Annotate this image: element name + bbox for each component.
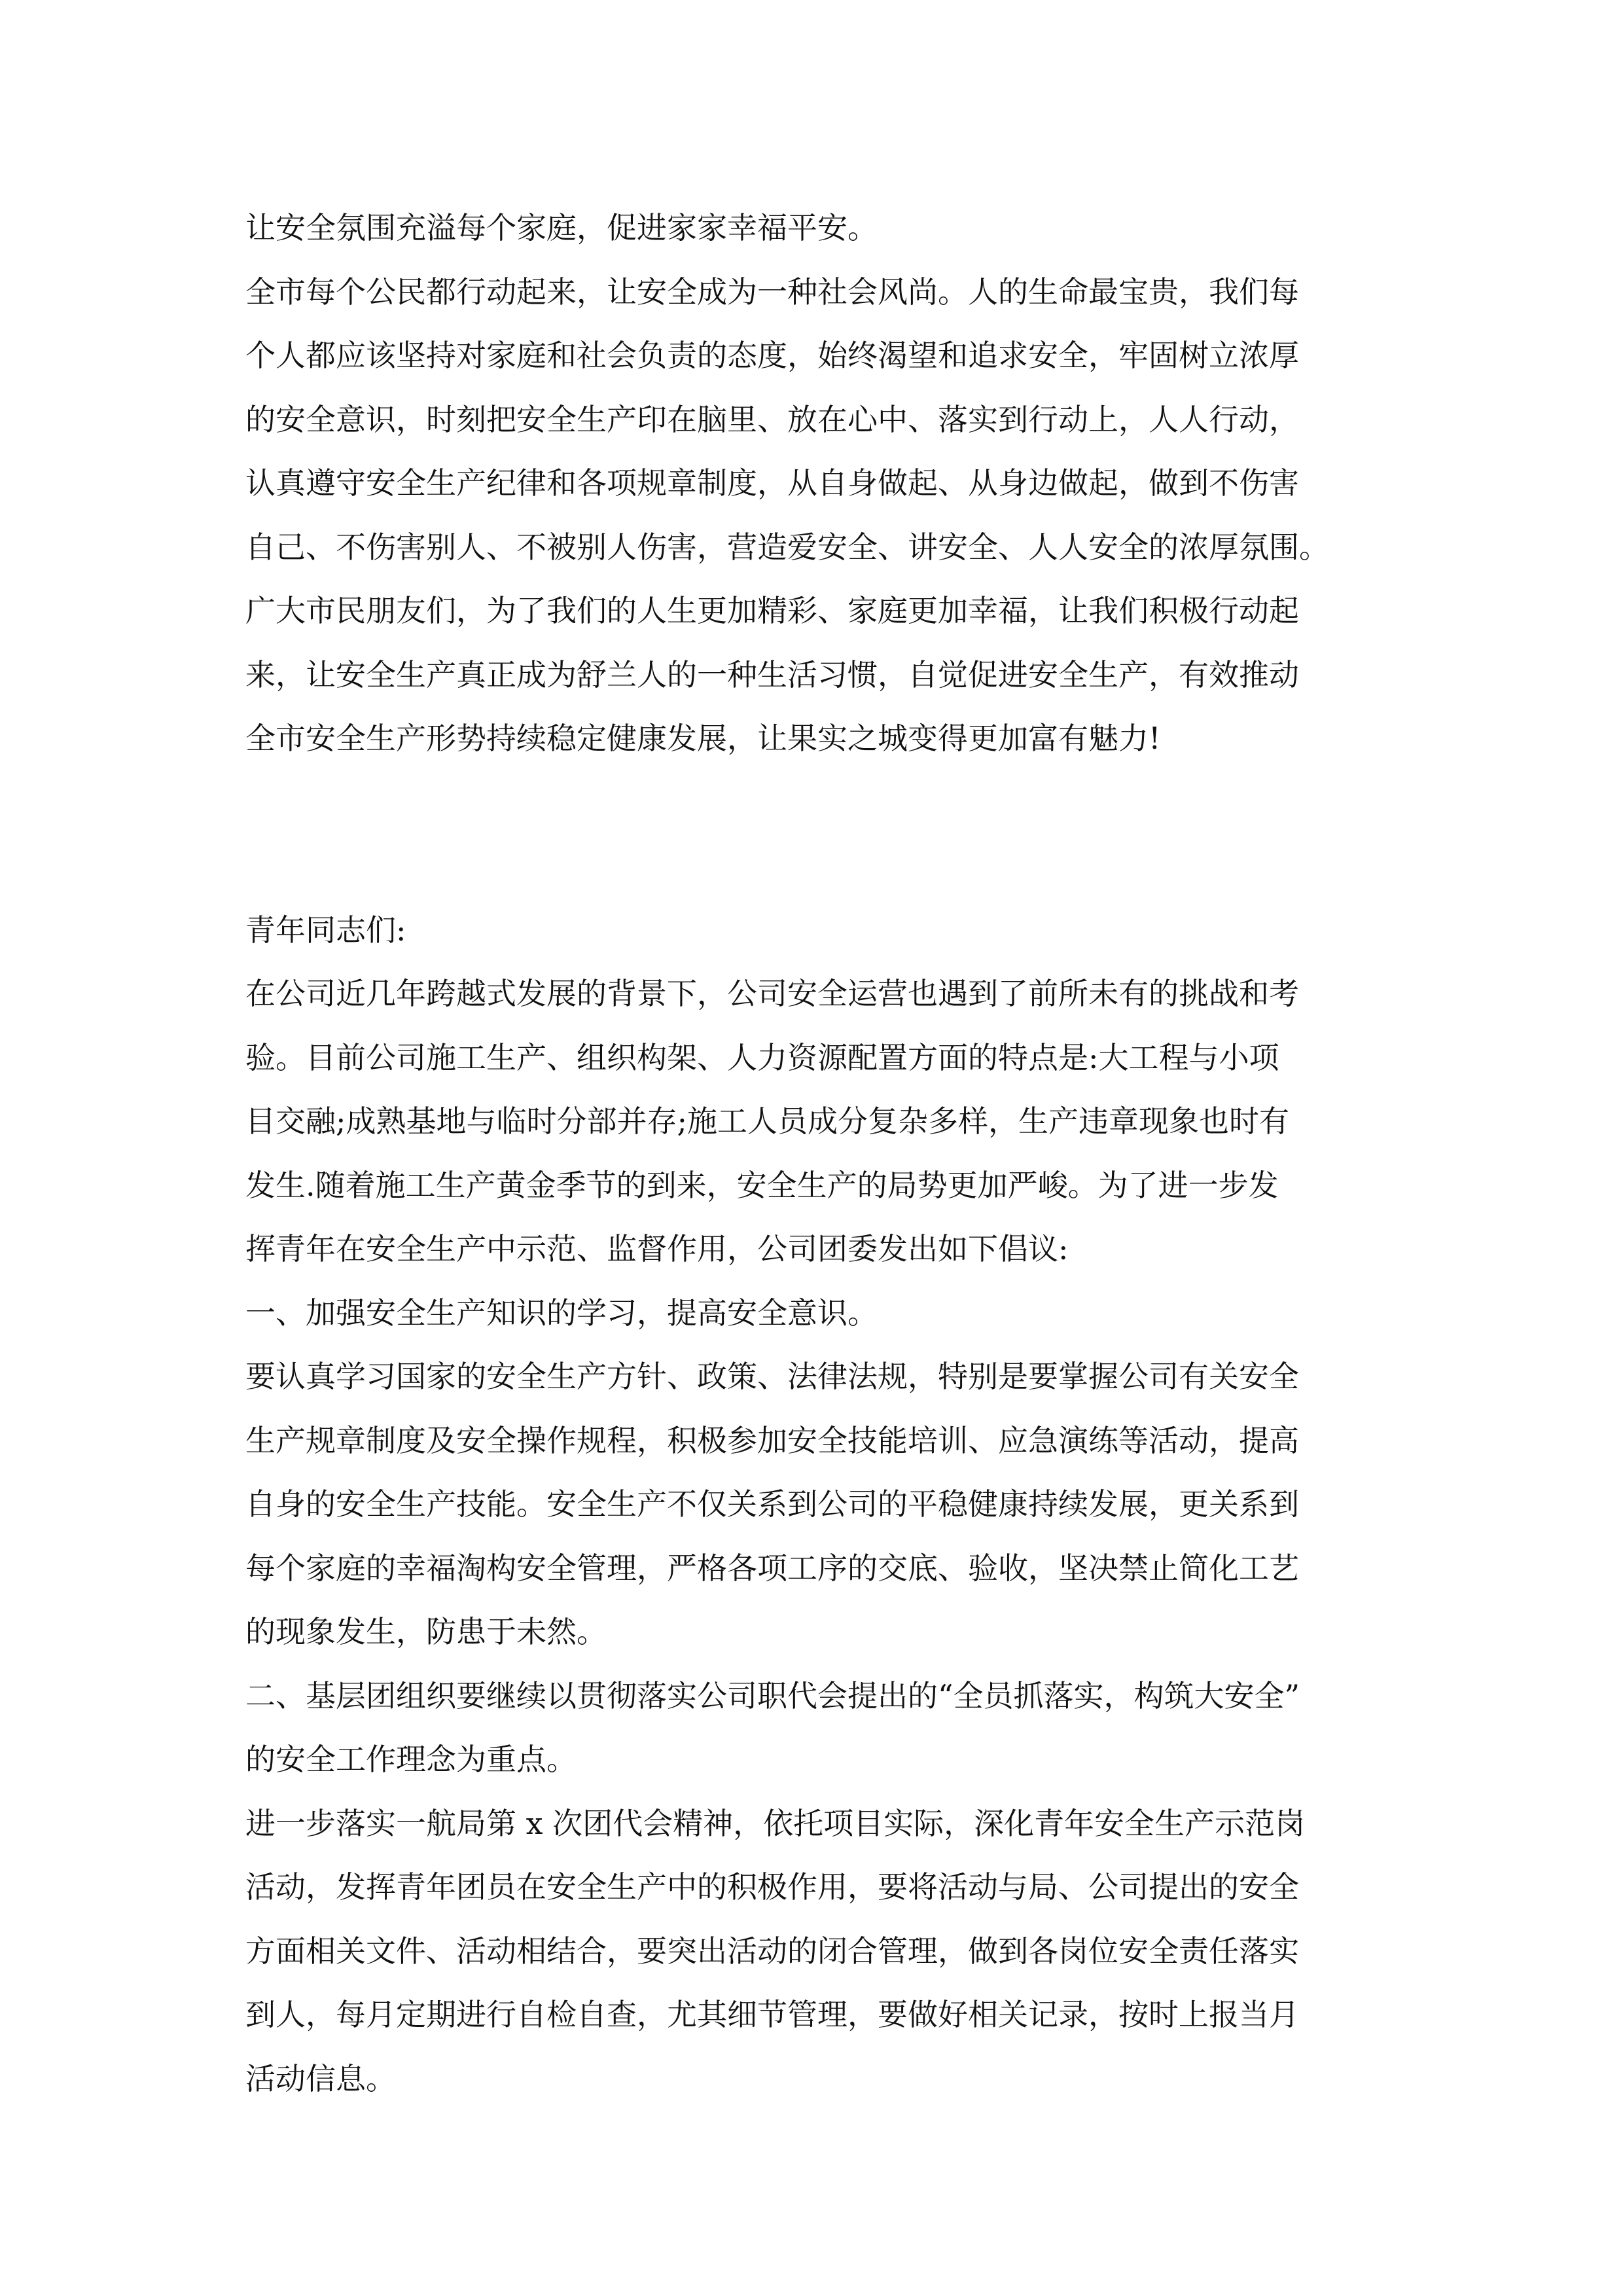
section-youth-initiative	[245, 899, 1397, 2111]
paragraph-line: 到人，每月定期进行自检自查，尤其细节管理，要做好相关记录，按时上报当月	[245, 1997, 1299, 2032]
point-heading: 一、加强安全生产知识的学习，提高安全意识。	[245, 1295, 878, 1331]
paragraph-line: 全市每个公民都行动起来，让安全成为一种社会风尚。人的生命最宝贵，我们每	[245, 274, 1299, 310]
section-spacer	[245, 771, 1397, 899]
document-page	[245, 196, 1397, 2111]
paragraph-line: 个人都应该坚持对家庭和社会负责的态度，始终渴望和追求安全，牢固树立浓厚	[245, 338, 1299, 373]
paragraph-line: 自己、不伤害别人、不被别人伤害，营造爱安全、讲安全、人人安全的浓厚氛围。	[245, 529, 1329, 565]
paragraph-line: 活动，发挥青年团员在安全生产中的积极作用，要将活动与局、公司提出的安全	[245, 1869, 1299, 1905]
paragraph-line: 在公司近几年跨越式发展的背景下，公司安全运营也遇到了前所未有的挑战和考	[245, 976, 1299, 1011]
paragraph-line: 广大市民朋友们，为了我们的人生更加精彩、家庭更加幸福，让我们积极行动起	[245, 593, 1299, 628]
paragraph-line: 的安全意识，时刻把安全生产印在脑里、放在心中、落实到行动上，人人行动，	[245, 401, 1299, 437]
paragraph-line: 的现象发生，防患于未然。	[245, 1614, 607, 1649]
paragraph-line: 认真遵守安全生产纪律和各项规章制度，从自身做起、从身边做起，做到不伤害	[245, 465, 1299, 501]
paragraph-line: 让安全氛围充溢每个家庭，促进家家幸福平安。	[245, 210, 878, 245]
paragraph-line: 发生.随着施工生产黄金季节的到来，安全生产的局势更加严峻。为了进一步发	[245, 1167, 1279, 1203]
paragraph-line: 验。目前公司施工生产、组织构架、人力资源配置方面的特点是:大工程与小项	[245, 1039, 1279, 1075]
paragraph-line: 来，让安全生产真正成为舒兰人的一种生活习惯，自觉促进安全生产，有效推动	[245, 656, 1299, 692]
paragraph-line: 挥青年在安全生产中示范、监督作用，公司团委发出如下倡议:	[245, 1231, 1069, 1266]
paragraph-line: 要认真学习国家的安全生产方针、政策、法律法规，特别是要掌握公司有关安全	[245, 1359, 1299, 1394]
paragraph-line: 每个家庭的幸福淘构安全管理，严格各项工序的交底、验收，坚决禁止简化工艺	[245, 1550, 1299, 1586]
paragraph-line: 进一步落实一航局第 x 次团代会精神，依托项目实际，深化青年安全生产示范岗	[245, 1805, 1306, 1841]
point-heading: 二、基层团组织要继续以贯彻落实公司职代会提出的“全员抓落实，构筑大安全”	[245, 1677, 1300, 1713]
point-heading: 的安全工作理念为重点。	[245, 1742, 577, 1777]
paragraph-line: 自身的安全生产技能。安全生产不仅关系到公司的平稳健康持续发展，更关系到	[245, 1486, 1299, 1522]
paragraph-line: 生产规章制度及安全操作规程，积极参加安全技能培训、应急演练等活动，提高	[245, 1422, 1299, 1458]
paragraph-line: 方面相关文件、活动相结合，要突出活动的闭合管理，做到各岗位安全责任落实	[245, 1933, 1299, 1969]
paragraph-line: 活动信息。	[245, 2060, 396, 2096]
paragraph-line: 全市安全生产形势持续稳定健康发展，让果实之城变得更加富有魅力!	[245, 721, 1161, 756]
section-safety-appeal	[245, 196, 1397, 771]
salutation: 青年同志们:	[245, 912, 406, 948]
paragraph-line: 目交融;成熟基地与临时分部并存;施工人员成分复杂多样，生产违章现象也时有	[245, 1103, 1289, 1139]
